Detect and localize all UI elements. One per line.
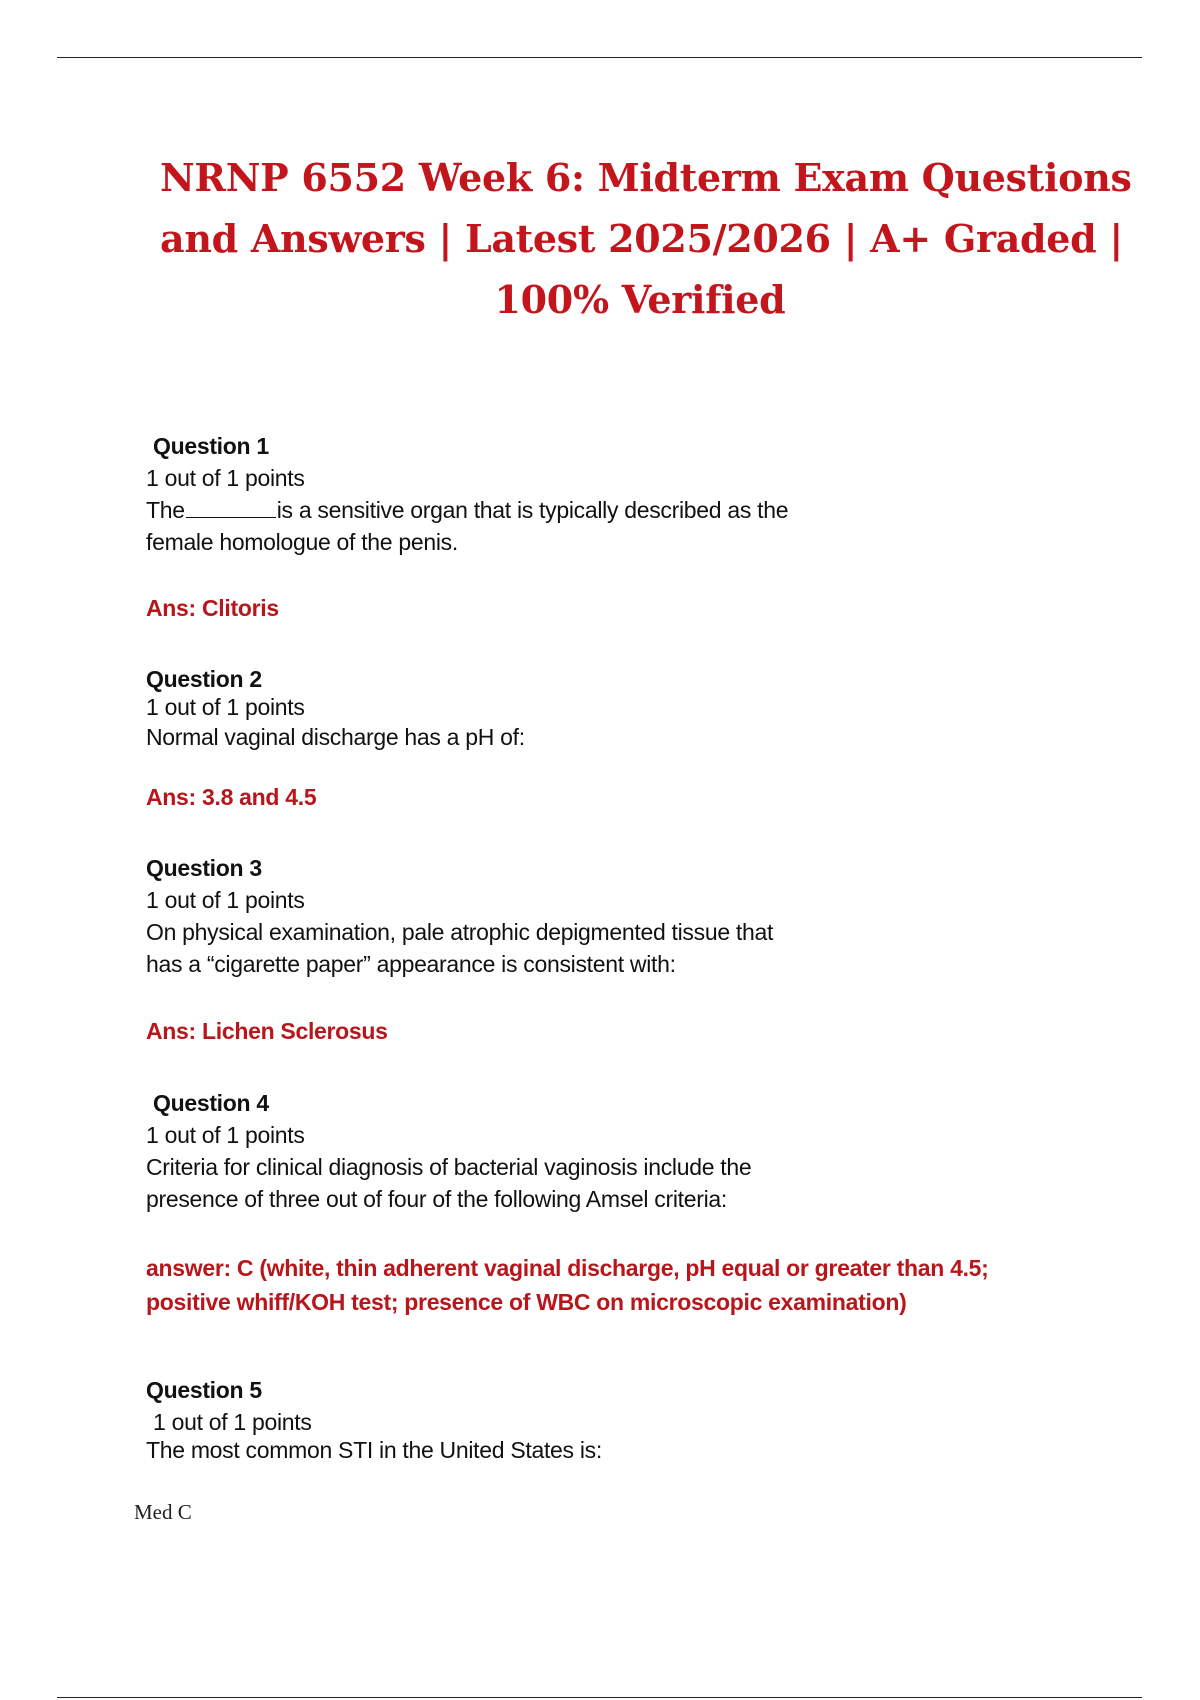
- question-text-line-2: presence of three out of four of the following Amsel criteria:: [146, 1186, 727, 1212]
- footer-watermark-text: Med C: [134, 1500, 192, 1524]
- question-heading: Question 4: [153, 1090, 269, 1116]
- question-points: 1 out of 1 points: [146, 465, 305, 491]
- title-line-1: NRNP 6552 Week 6: Midterm Exam Questions: [160, 155, 1132, 200]
- question-points: 1 out of 1 points: [146, 694, 305, 720]
- question-text: [146, 494, 1086, 526]
- answer-text: Ans: Clitoris: [146, 595, 279, 621]
- question-3: [146, 852, 1086, 1047]
- question-heading: Question 1: [153, 433, 269, 459]
- question-text-end: is a sensitive organ that is typically described as the: [276, 497, 789, 523]
- document-title: [160, 147, 1132, 330]
- fill-in-blank: [186, 495, 276, 518]
- question-heading: Question 5: [146, 1377, 262, 1403]
- question-1: [146, 430, 1086, 624]
- question-points: 1 out of 1 points: [153, 1409, 312, 1435]
- question-text-line-2: has a “cigarette paper” appearance is consistent with:: [146, 951, 676, 977]
- bottom-rule: [57, 1697, 1142, 1698]
- answer-text-line-1: answer: C (white, thin adherent vaginal discharge, pH equal or greater than 4.5;: [146, 1255, 989, 1281]
- question-text: The most common STI in the United States is:: [146, 1437, 602, 1463]
- question-text: On physical examination, pale atrophic depigmented tissue that: [146, 919, 774, 945]
- top-rule: [57, 57, 1142, 58]
- question-5: [146, 1374, 1086, 1466]
- title-line-2: and Answers | Latest 2025/2026 | A+ Graded |: [160, 216, 1123, 261]
- question-points: 1 out of 1 points: [146, 1122, 305, 1148]
- question-text-line-2: female homologue of the penis.: [146, 529, 458, 555]
- answer-text-line-2: positive whiff/KOH test; presence of WBC on microscopic examination): [146, 1289, 907, 1315]
- question-points: 1 out of 1 points: [146, 887, 305, 913]
- question-heading: Question 2: [146, 666, 262, 692]
- question-text: Criteria for clinical diagnosis of bacterial vaginosis include the: [146, 1154, 752, 1180]
- question-2: [146, 665, 1086, 813]
- question-text: Normal vaginal discharge has a pH of:: [146, 724, 525, 750]
- question-text-start: The: [146, 497, 185, 523]
- answer-text: Ans: Lichen Sclerosus: [146, 1018, 388, 1044]
- answer-text: Ans: 3.8 and 4.5: [146, 784, 317, 810]
- title-line-3: 100% Verified: [494, 277, 786, 322]
- question-4: [146, 1087, 1086, 1318]
- question-heading: Question 3: [146, 855, 262, 881]
